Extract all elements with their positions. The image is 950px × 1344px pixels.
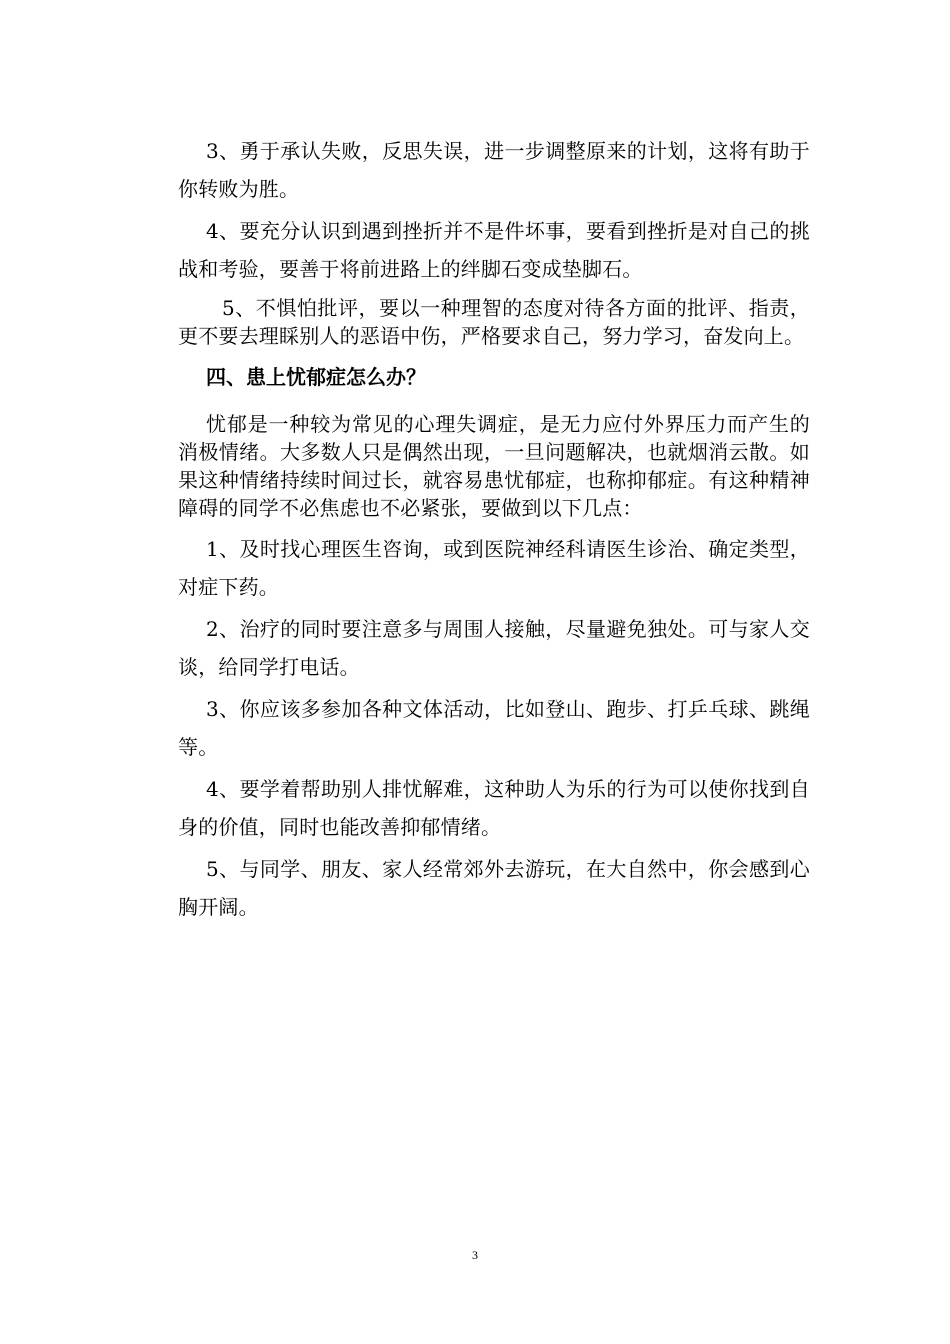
paragraph-item-3-admit-failure: 3、勇于承认失败，反思失误，进一步调整原来的计划，这将有助于你转败为胜。	[178, 139, 810, 201]
paragraph-tip-1-consult: 1、及时找心理医生咨询，或到医院神经科请医生诊治、确定类型，对症下药。	[178, 537, 810, 599]
paragraph-item-4-setbacks: 4、要充分认识到遇到挫折并不是件坏事，要看到挫折是对自己的挑战和考验，要善于将前进路上的绊脚石变成垫脚石。	[178, 219, 810, 281]
paragraph-tip-3-activities: 3、你应该多参加各种文体活动，比如登山、跑步、打乒乓球、跳绳等。	[178, 697, 810, 759]
section-heading-depression: 四、患上忧郁症怎么办？	[206, 365, 426, 389]
page-number: 3	[472, 1248, 478, 1262]
paragraph-tip-5-outdoors: 5、与同学、朋友、家人经常郊外去游玩，在大自然中，你会感到心胸开阔。	[178, 857, 810, 919]
document-body	[178, 132, 810, 930]
paragraph-tip-4-help-others: 4、要学着帮助别人排忧解难，这种助人为乐的行为可以使你找到自身的价值，同时也能改善抑郁情绪。	[178, 777, 810, 839]
paragraph-depression-intro: 忧郁是一种较为常见的心理失调症，是无力应付外界压力而产生的消极情绪。大多数人只是偶然出现，一旦问题解决，也就烟消云散。如果这种情绪持续时间过长，就容易患忧郁症，也称抑郁症。有这种精神障碍的同学不必焦虑也不必紧张，要做到以下几点：	[178, 412, 810, 520]
paragraph-item-5-criticism: 5、不惧怕批评，要以一种理智的态度对待各方面的批评、指责，更不要去理睬别人的恶语中伤，严格要求自己，努力学习，奋发向上。	[178, 296, 810, 348]
paragraph-tip-2-contact: 2、治疗的同时要注意多与周围人接触，尽量避免独处。可与家人交谈，给同学打电话。	[178, 617, 810, 679]
